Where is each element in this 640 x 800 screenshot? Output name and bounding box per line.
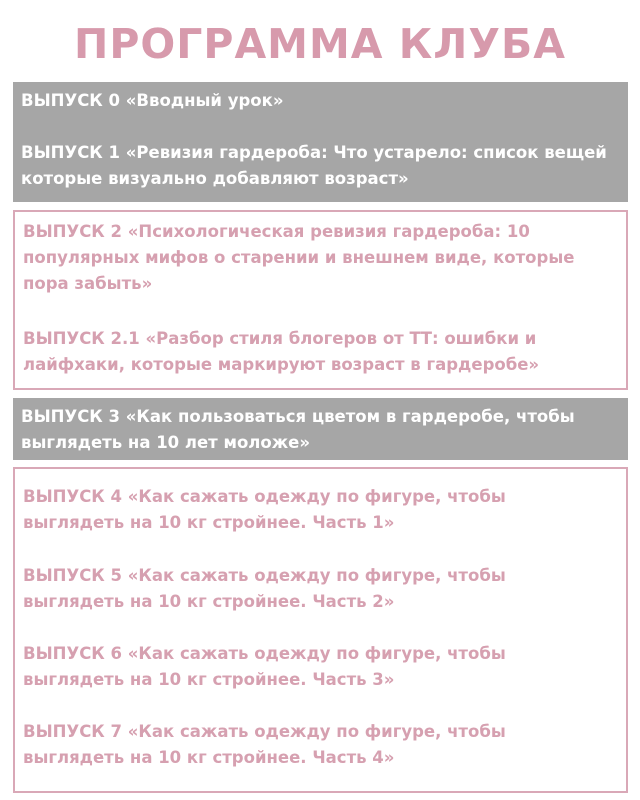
episode-line: ВЫПУСК 2 «Психологическая ревизия гардероба: 10 (23, 222, 530, 241)
episode-line: ВЫПУСК 2.1 «Разбор стиля блогеров от ТТ: ошибки и (23, 329, 537, 348)
episode-item[interactable] (23, 719, 506, 771)
episode-line: выглядеть на 10 кг стройнее. Часть 4» (23, 748, 395, 767)
episode-item[interactable] (23, 563, 506, 615)
episode-line: пора забыть» (23, 274, 153, 293)
episode-line: ВЫПУСК 5 «Как сажать одежду по фигуре, чтобы (23, 566, 506, 585)
episode-line: ВЫПУСК 0 «Вводный урок» (21, 91, 284, 110)
episode-line: лайфхаки, которые маркируют возраст в гардеробе» (23, 355, 540, 374)
episode-item[interactable] (21, 88, 284, 114)
episode-block-4 (13, 467, 628, 793)
episode-block-2 (13, 210, 628, 390)
episode-line: ВЫПУСК 3 «Как пользоваться цветом в гардеробе, чтобы (21, 407, 575, 426)
episode-item[interactable] (23, 484, 506, 536)
episode-line: ВЫПУСК 1 «Ревизия гардероба: Что устарело: список вещей (21, 143, 607, 162)
episode-line: которые визуально добавляют возраст» (21, 169, 409, 188)
episode-item[interactable] (21, 404, 575, 456)
episode-item[interactable] (23, 641, 506, 693)
episode-line: выглядеть на 10 кг стройнее. Часть 3» (23, 670, 395, 689)
episode-line: выглядеть на 10 кг стройнее. Часть 1» (23, 513, 395, 532)
episode-line: ВЫПУСК 4 «Как сажать одежду по фигуре, чтобы (23, 487, 506, 506)
episode-block-1 (13, 82, 628, 202)
episode-item[interactable] (23, 326, 539, 378)
page-title: ПРОГРАММА КЛУБА (74, 20, 566, 68)
episode-line: выглядеть на 10 лет моложе» (21, 433, 310, 452)
episode-item[interactable] (21, 140, 607, 192)
episode-line: ВЫПУСК 7 «Как сажать одежду по фигуре, чтобы (23, 722, 506, 741)
episode-line: выглядеть на 10 кг стройнее. Часть 2» (23, 592, 395, 611)
episode-item[interactable] (23, 219, 574, 297)
episode-block-3 (13, 398, 628, 460)
episode-line: популярных мифов о старении и внешнем виде, которые (23, 248, 575, 267)
episode-line: ВЫПУСК 6 «Как сажать одежду по фигуре, чтобы (23, 644, 506, 663)
